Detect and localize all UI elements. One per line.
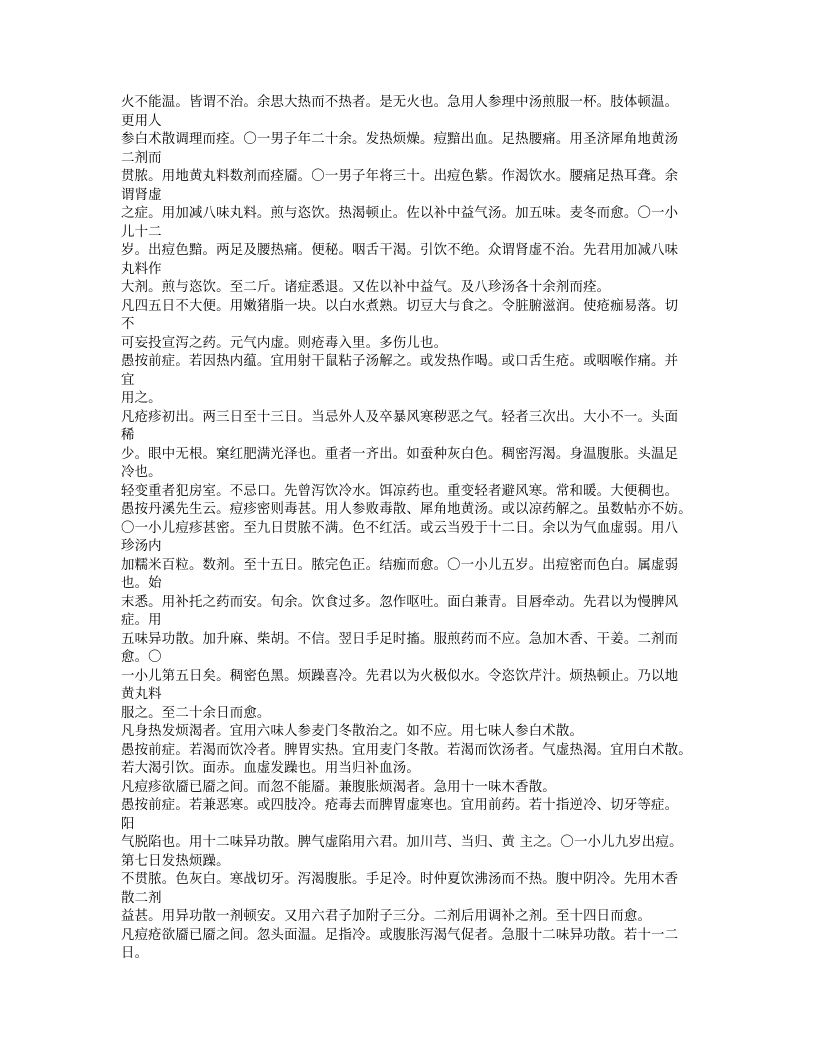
text-line: 珍汤内 — [121, 539, 162, 554]
text-line: 儿十二 — [121, 224, 162, 240]
text-line: 愚按丹溪先生云。痘疹密则毒甚。用人参败毒散、犀角地黄汤。或以凉药解之。虽数帖亦不妨。 — [121, 502, 692, 517]
text-line: 气脱陷也。用十二味异功散。脾气虚陷用六君。加川芎、当归、黄 主之。〇一小儿九岁出痘。 — [121, 835, 683, 850]
text-line: 服之。至二十余日而愈。 — [121, 705, 271, 721]
text-line: 症。用 — [121, 613, 162, 628]
text-line: 不贯脓。色灰白。寒战切牙。泻渴腹胀。手足冷。时仲夏饮沸汤而不热。腹中阴冷。先用木香 — [121, 872, 679, 887]
text-line: 五味异功散。加升麻、柴胡。不信。翌日手足时搐。服煎药而不应。急加木香、干姜。二剂而 — [121, 631, 679, 647]
text-line: 贯脓。用地黄丸料数剂而痊靥。〇一男子年将三十。出痘色紫。作渴饮水。腰痛足热耳聋。余 — [121, 169, 679, 184]
text-line: 凡痘疹欲靥已靥之间。而忽不能靥。兼腹胀烦渴者。急用十一味木香散。 — [121, 779, 556, 795]
text-line: 愚按前症。若因热内蕴。宜用射干鼠粘子汤解之。或发热作喝。或口舌生疮。或咽喉作痛。并 — [121, 354, 679, 369]
text-line: 岁。出痘色黯。两足及腰热痛。便秘。咽舌干渴。引饮不绝。众谓肾虚不治。先君用加减八味 — [121, 243, 679, 258]
document-page — [121, 94, 706, 964]
text-line: 阳 — [121, 816, 135, 832]
text-line: 凡痘疮欲靥已靥之间。忽头面温。足指冷。或腹胀泻渴气促者。急服十二味异功散。若十一二 — [121, 927, 679, 943]
text-line: 愚按前症。若兼恶寒。或四肢冷。疮毒去而脾胃虚寒也。宜用前药。若十指逆冷、切牙等症。 — [121, 798, 679, 813]
text-line: 用之。 — [121, 391, 162, 406]
text-line: 愚按前症。若渴而饮冷者。脾胃实热。宜用麦门冬散。若渴而饮汤者。气虚热渴。宜用白术散。 — [121, 742, 692, 758]
text-line: 二剂而 — [121, 150, 162, 166]
text-line: 轻变重者犯房室。不忌口。先曾泻饮冷水。饵凉药也。重变轻者避风寒。常和暖。大便稠也。 — [121, 483, 679, 499]
text-line: 可妄投宣泻之药。元气内虚。则疮毒入里。多伤儿也。 — [121, 335, 448, 351]
text-line: 不 — [121, 317, 135, 332]
text-line: 益甚。用异功散一剂顿安。又用六君子加附子三分。二剂后用调补之剂。至十四日而愈。 — [121, 909, 652, 924]
text-line: 火不能温。皆谓不治。余思大热而不热者。是无火也。急用人参理中汤煎服一杯。肢体顿温。 — [121, 95, 679, 110]
text-line: 若大渴引饮。面赤。血虚发躁也。用当归补血汤。 — [121, 761, 420, 776]
text-line: 黄丸料 — [121, 687, 162, 702]
text-line: 少。眼中无根。窠红肥满光泽也。重者一齐出。如蚕种灰白色。稠密泻渴。身温腹胀。头温足 — [121, 446, 679, 462]
text-line: 丸料作 — [121, 261, 162, 277]
text-line: 凡身热发烦渴者。宜用六味人参麦门冬散治之。如不应。用七味人参白术散。 — [121, 724, 584, 739]
text-line: 冷也。 — [121, 465, 162, 480]
text-line: 大剂。煎与恣饮。至二斤。诸症悉退。又佐以补中益气。及八珍汤各十余剂而痊。 — [121, 280, 611, 295]
text-line: 凡疮疹初出。两三日至十三日。当忌外人及卒暴风寒秽恶之气。轻者三次出。大小不一。头面 — [121, 409, 679, 425]
text-line: 〇一小儿痘疹甚密。至九日贯脓不满。色不红活。或云当殁于十二日。余以为气血虚弱。用八 — [121, 520, 679, 536]
text-line: 加糯米百粒。数剂。至十五日。脓完色正。结痂而愈。〇一小儿五岁。出痘密而色白。属虚弱 — [121, 557, 679, 573]
text-line: 宜 — [121, 372, 135, 388]
text-line: 末悉。用补托之药而安。旬余。饮食过多。忽作呕吐。面白兼青。目唇牵动。先君以为慢脾风 — [121, 594, 679, 610]
text-line: 一小儿第五日矣。稠密色黑。烦躁喜冷。先君以为火极似水。令恣饮芹汁。烦热顿止。乃以地 — [121, 668, 679, 684]
text-line: 愈。〇 — [121, 650, 162, 665]
text-line: 散二剂 — [121, 890, 162, 906]
text-line: 也。始 — [121, 576, 162, 591]
text-line: 第七日发热烦躁。 — [121, 853, 230, 869]
text-line: 谓肾虚 — [121, 187, 162, 203]
text-line: 参白术散调理而痊。〇一男子年二十余。发热烦燥。痘黯出血。足热腰痛。用圣济犀角地黄汤 — [121, 132, 679, 147]
text-line: 更用人 — [121, 113, 162, 129]
text-line: 日。 — [121, 946, 149, 961]
text-line: 之症。用加减八味丸料。煎与恣饮。热渴顿止。佐以补中益气汤。加五味。麦冬而愈。〇一小 — [121, 206, 679, 221]
text-line: 稀 — [121, 428, 135, 443]
text-line: 凡四五日不大便。用嫩猪脂一块。以白水煮熟。切豆大与食之。令脏腑滋润。使疮痂易落。切 — [121, 298, 679, 314]
